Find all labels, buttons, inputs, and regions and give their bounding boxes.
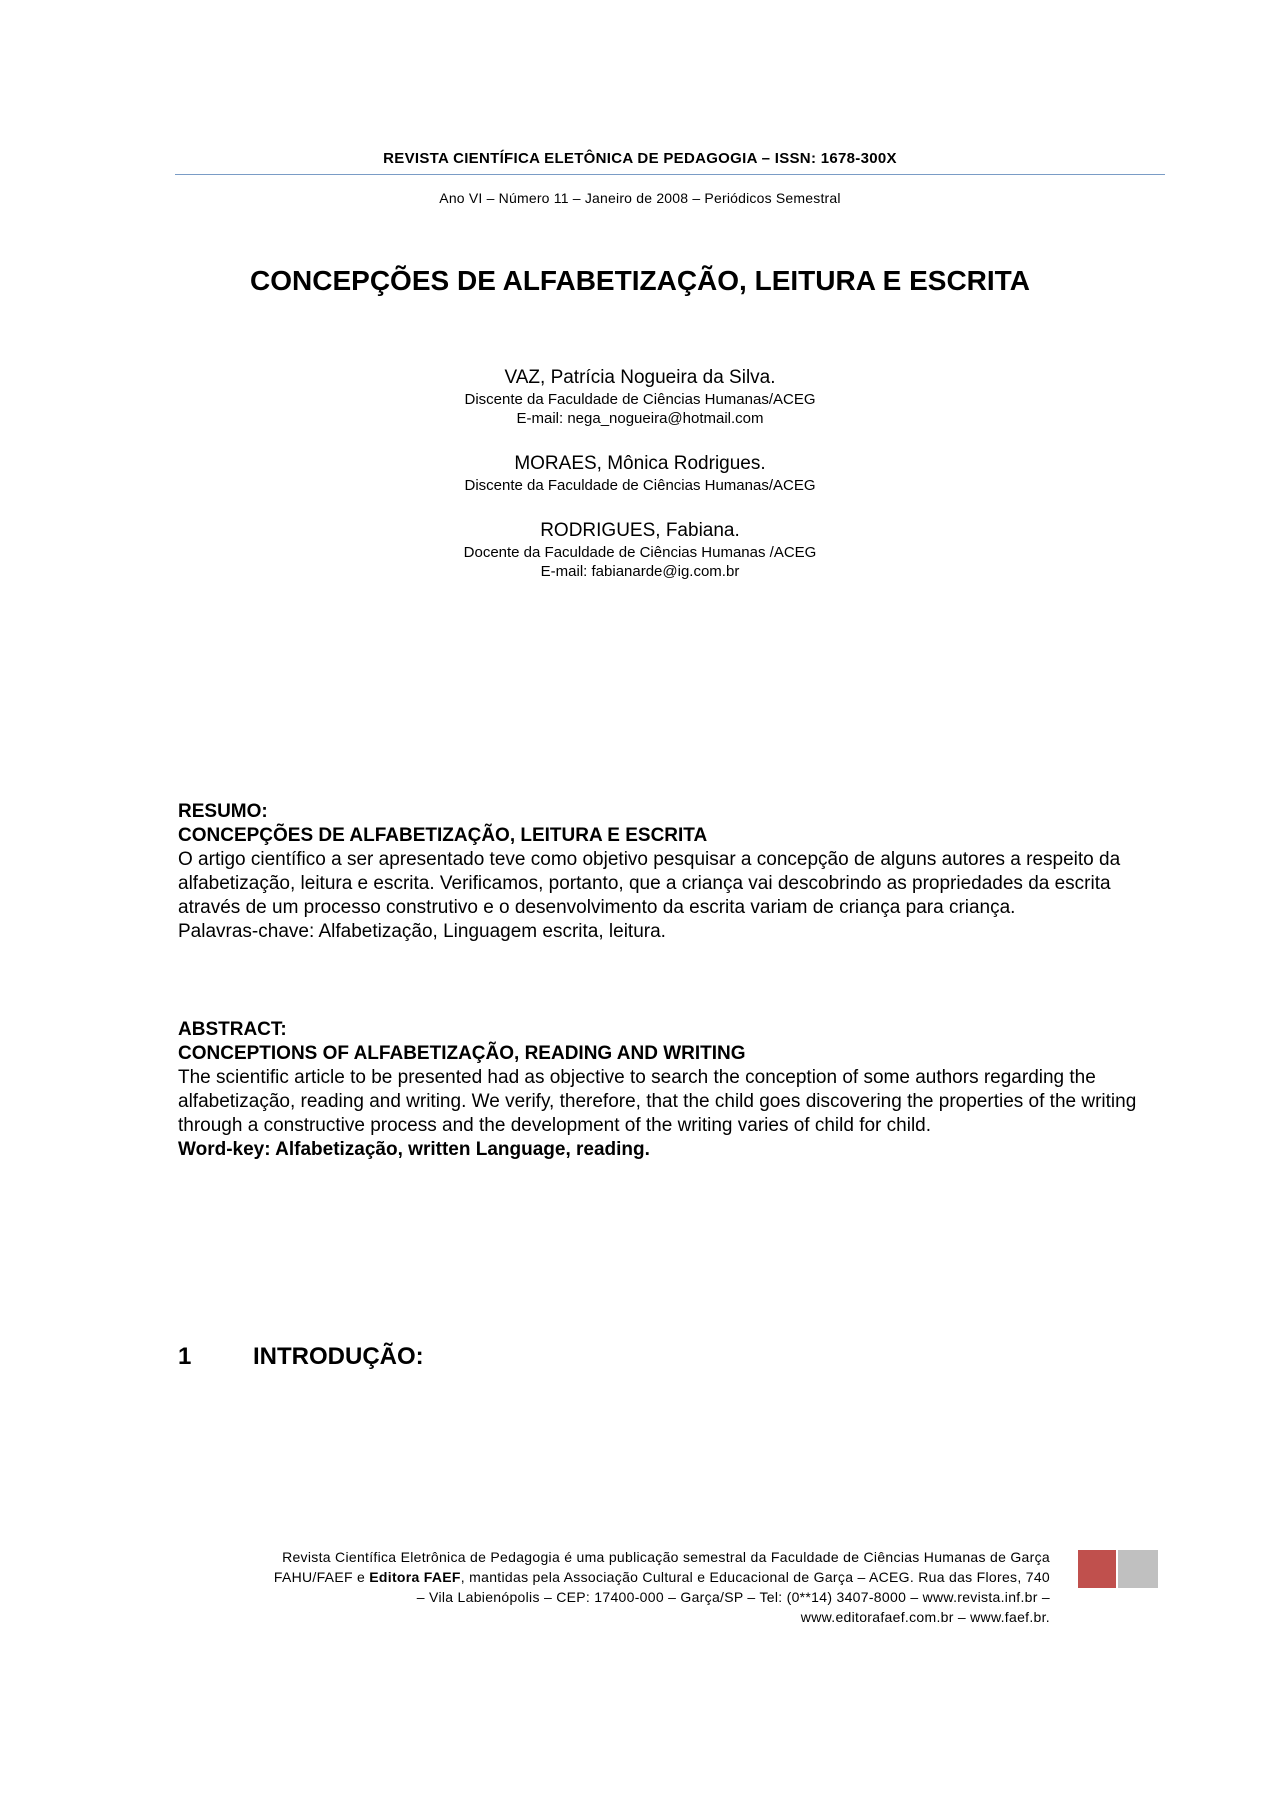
resumo-keywords: Palavras-chave: Alfabetização, Linguagem escrita, leitura. — [178, 921, 666, 942]
abstract-subtitle: CONCEPTIONS OF ALFABETIZAÇÃO, READING AND WRITING — [178, 1043, 746, 1064]
author-name: VAZ, Patrícia Nogueira da Silva. — [504, 367, 776, 388]
author-list — [0, 366, 1280, 605]
header-divider — [175, 174, 1165, 175]
publisher-name: Editora FAEF — [369, 1569, 461, 1585]
abstract-section — [178, 1018, 1178, 1162]
abstract-body: The scientific article to be presented had as objective to search the conception of some authors regarding the alfabetização, reading and writing. We verify, therefore, that the child goes discovering the properties of the writing through a constructive process and the development of the writing varies of child for child. — [178, 1067, 1137, 1136]
author-email: E-mail: nega_nogueira@hotmail.com — [516, 410, 764, 427]
author-affiliation: Discente da Faculdade de Ciências Humanas/ACEG — [464, 477, 816, 494]
footer-line-segment: FAHU/FAEF e — [273, 1569, 370, 1585]
author-entry — [0, 366, 1280, 428]
author-name: RODRIGUES, Fabiana. — [540, 520, 740, 541]
footer-line: Revista Científica Eletrônica de Pedagogia é uma publicação semestral da Faculdade de Ciências Humanas de Garça — [282, 1549, 1050, 1565]
footer-line: – Vila Labienópolis – CEP: 17400-000 – Garça/SP – Tel: (0**14) 3407-8000 – www.revista.inf.br – — [416, 1589, 1050, 1605]
resumo-subtitle: CONCEPÇÕES DE ALFABETIZAÇÃO, LEITURA E ESCRITA — [178, 825, 708, 846]
author-affiliation: Discente da Faculdade de Ciências Humanas/ACEG — [464, 391, 816, 408]
author-affiliation: Docente da Faculdade de Ciências Humanas /ACEG — [463, 544, 817, 561]
resumo-heading: RESUMO: — [178, 801, 268, 822]
footer-line: www.editorafaef.com.br – www.faef.br. — [800, 1609, 1050, 1625]
resumo-section — [178, 800, 1178, 944]
author-entry — [0, 519, 1280, 581]
footer-line — [150, 1567, 1050, 1587]
author-entry — [0, 452, 1280, 495]
article-title: CONCEPÇÕES DE ALFABETIZAÇÃO, LEITURA E ESCRITA — [250, 265, 1030, 296]
footer-line-segment: , mantidas pela Associação Cultural e Educacional de Garça – ACEG. Rua das Flores, 740 — [460, 1569, 1050, 1585]
footer-gray-block — [1118, 1550, 1158, 1588]
section-number: 1 — [178, 1343, 192, 1370]
footer-text — [150, 1547, 1050, 1627]
resumo-body: O artigo científico a ser apresentado teve como objetivo pesquisar a concepção de alguns autores a respeito da alfabetização, leitura e escrita. Verificamos, portanto, que a criança vai descobrindo as propriedades da escrita através de um processo construtivo e o desenvolvimento da escrita variam de criança para criança. — [178, 849, 1121, 918]
issue-line: Ano VI – Número 11 – Janeiro de 2008 – Periódicos Semestral — [439, 190, 841, 206]
abstract-keywords: Word-key: Alfabetização, written Language, reading. — [178, 1139, 650, 1160]
footer-red-block — [1078, 1550, 1116, 1588]
abstract-heading: ABSTRACT: — [178, 1019, 287, 1040]
author-name: MORAES, Mônica Rodrigues. — [514, 453, 766, 474]
journal-header: REVISTA CIENTÍFICA ELETÔNICA DE PEDAGOGIA – ISSN: 1678-300X — [383, 150, 897, 167]
author-email: E-mail: fabianarde@ig.com.br — [540, 563, 740, 580]
introduction-heading — [178, 1343, 424, 1371]
section-title: INTRODUÇÃO: — [253, 1343, 424, 1370]
